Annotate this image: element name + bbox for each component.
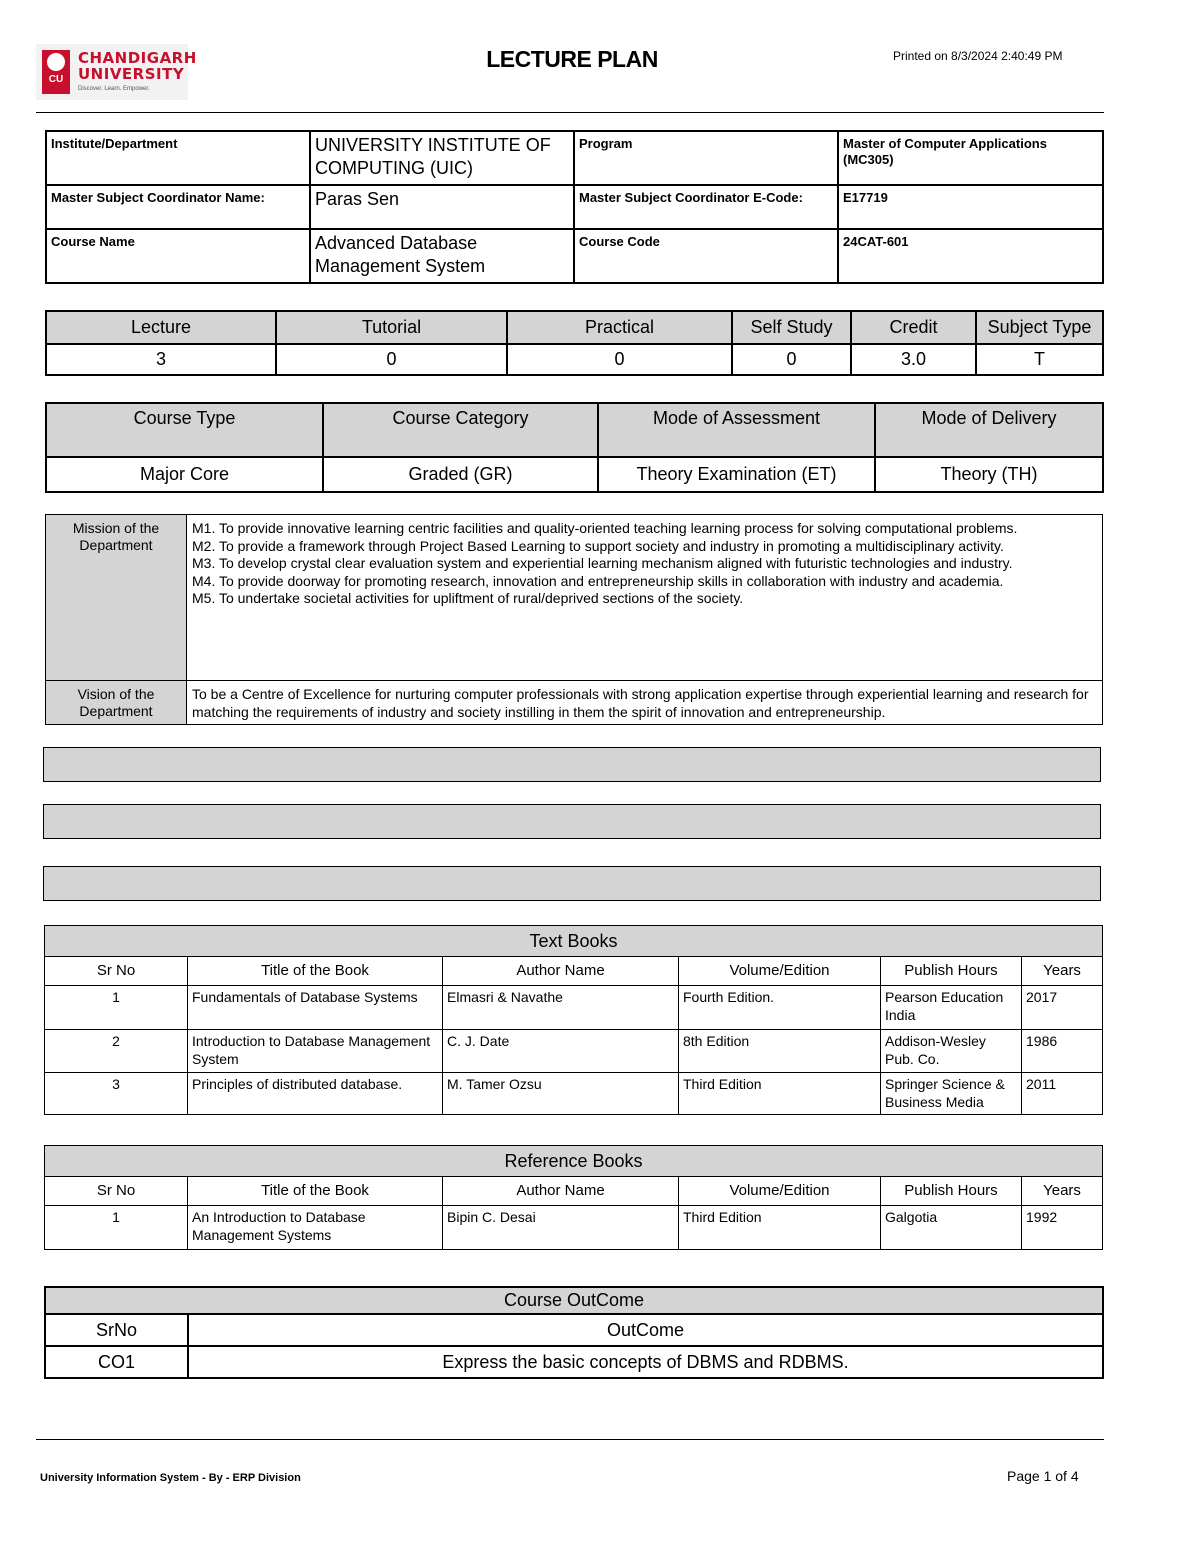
empty-section-bar [43, 747, 1101, 782]
header-divider [36, 112, 1104, 113]
table-row [45, 1073, 1103, 1115]
cell-edition: Third Edition [679, 1073, 881, 1115]
cell-outcome-id: CO1 [45, 1346, 188, 1378]
institute-value: UNIVERSITY INSTITUTE OF COMPUTING (UIC) [310, 131, 574, 185]
course-type-value: Theory Examination (ET) [598, 457, 875, 492]
cell-sr-no: 2 [45, 1030, 188, 1073]
column-header: Years [1022, 1177, 1103, 1206]
page-number: Page 1 of 4 [1007, 1468, 1079, 1484]
mission-vision-table [45, 514, 1103, 725]
page-title: LECTURE PLAN [486, 46, 658, 72]
column-header: Author Name [443, 957, 679, 986]
cell-sr-no: 3 [45, 1073, 188, 1115]
cell-edition: Third Edition [679, 1206, 881, 1250]
printed-timestamp: Printed on 8/3/2024 2:40:49 PM [893, 49, 1063, 63]
reference-books-caption: Reference Books [45, 1146, 1103, 1177]
cell-year: 1992 [1022, 1206, 1103, 1250]
course-type-value: Theory (TH) [875, 457, 1103, 492]
ltp-header: Practical [507, 311, 732, 344]
cell-sr-no: 1 [45, 1206, 188, 1250]
cell-year: 2011 [1022, 1073, 1103, 1115]
course-type-header: Mode of Assessment [598, 403, 875, 457]
ltp-header: Tutorial [276, 311, 507, 344]
column-header: Author Name [443, 1177, 679, 1206]
footer-system-name: University Information System - By - ERP Division [40, 1472, 301, 1484]
ecode-label: Master Subject Coordinator E-Code: [574, 185, 838, 229]
course-name-label: Course Name [46, 229, 310, 283]
column-header: SrNo [45, 1314, 188, 1346]
cell-publisher: Galgotia [881, 1206, 1022, 1250]
ltp-value: 3 [46, 344, 276, 375]
logo-line-1: CHANDIGARH [78, 49, 197, 67]
cell-edition: 8th Edition [679, 1030, 881, 1073]
course-type-value: Graded (GR) [323, 457, 598, 492]
course-type-value: Major Core [46, 457, 323, 492]
coordinator-value: Paras Sen [310, 185, 574, 229]
ltp-value: 0 [276, 344, 507, 375]
cell-title: Fundamentals of Database Systems [188, 986, 443, 1030]
column-header: Volume/Edition [679, 957, 881, 986]
table-row [45, 1206, 1103, 1250]
course-code-label: Course Code [574, 229, 838, 283]
footer-divider [36, 1439, 1104, 1440]
mission-item: M1. To provide innovative learning centric facilities and quality-oriented teaching learning process for solving computational problems. [192, 520, 1018, 536]
ltp-value: T [976, 344, 1103, 375]
ltp-header: Subject Type [976, 311, 1103, 344]
column-header: OutCome [188, 1314, 1103, 1346]
coordinator-label: Master Subject Coordinator Name: [46, 185, 310, 229]
cell-author: M. Tamer Ozsu [443, 1073, 679, 1115]
ltp-header: Credit [851, 311, 976, 344]
ltp-value: 0 [732, 344, 851, 375]
cell-year: 2017 [1022, 986, 1103, 1030]
ltp-value: 0 [507, 344, 732, 375]
program-value: Master of Computer Applications (MC305) [838, 131, 1103, 185]
cell-publisher: Springer Science & Business Media [881, 1073, 1022, 1115]
course-outcome-table [44, 1286, 1104, 1379]
cell-author: Bipin C. Desai [443, 1206, 679, 1250]
cell-title: Principles of distributed database. [188, 1073, 443, 1115]
column-header: Title of the Book [188, 1177, 443, 1206]
table-row [45, 986, 1103, 1030]
column-header: Sr No [45, 1177, 188, 1206]
cell-publisher: Pearson Education India [881, 986, 1022, 1030]
vision-label: Vision of the Department [46, 681, 187, 725]
cell-author: Elmasri & Navathe [443, 986, 679, 1030]
cell-title: Introduction to Database Management System [188, 1030, 443, 1073]
mission-item: M5. To undertake societal activities for upliftment of rural/deprived sections of the society. [192, 590, 744, 607]
course-type-header: Course Category [323, 403, 598, 457]
course-type-header: Mode of Delivery [875, 403, 1103, 457]
column-header: Years [1022, 957, 1103, 986]
column-header: Publish Hours [881, 1177, 1022, 1206]
mission-item: M4. To provide doorway for promoting research, innovation and entrepreneurship skills in collaboration with industry and academia. [192, 572, 1004, 589]
course-type-header: Course Type [46, 403, 323, 457]
mission-label: Mission of the Department [46, 515, 187, 681]
mission-item: M3. To develop crystal clear evaluation system and experiential learning mechanism aligned with futuristic technologies and industry. [192, 555, 1013, 572]
course-outcome-caption: Course OutCome [45, 1287, 1103, 1314]
crest-icon: CU [42, 50, 70, 94]
table-row [45, 1030, 1103, 1073]
reference-books-table [44, 1145, 1103, 1250]
text-books-caption: Text Books [45, 926, 1103, 957]
cell-sr-no: 1 [45, 986, 188, 1030]
cell-edition: Fourth Edition. [679, 986, 881, 1030]
cell-outcome-text: Express the basic concepts of DBMS and RDBMS. [188, 1346, 1103, 1378]
cell-title: An Introduction to Database Management Systems [188, 1206, 443, 1250]
course-name-value: Advanced Database Management System [310, 229, 574, 283]
ltp-value: 3.0 [851, 344, 976, 375]
mission-text [187, 515, 1103, 681]
cell-publisher: Addison-Wesley Pub. Co. [881, 1030, 1022, 1073]
column-header: Title of the Book [188, 957, 443, 986]
vision-text: To be a Centre of Excellence for nurturing computer professionals with strong application expertise through experiential learning and research for matching the requirements of industry and society instilling in them the spirit of innovation and entrepreneurship. [187, 681, 1103, 725]
empty-section-bar [43, 866, 1101, 901]
institute-label: Institute/Department [46, 131, 310, 185]
ltp-header: Self Study [732, 311, 851, 344]
column-header: Publish Hours [881, 957, 1022, 986]
table-row [45, 1346, 1103, 1378]
text-books-table [44, 925, 1103, 1115]
ecode-value: E17719 [838, 185, 1103, 229]
cell-author: C. J. Date [443, 1030, 679, 1073]
course-code-value: 24CAT-601 [838, 229, 1103, 283]
credit-structure-table [45, 310, 1104, 376]
column-header: Volume/Edition [679, 1177, 881, 1206]
empty-section-bar [43, 804, 1101, 839]
course-info-table [45, 130, 1104, 284]
program-label: Program [574, 131, 838, 185]
logo-line-2: UNIVERSITY [78, 65, 185, 83]
logo-tagline: Discover. Learn. Empower. [78, 86, 150, 92]
cell-year: 1986 [1022, 1030, 1103, 1073]
course-type-table [45, 402, 1104, 493]
ltp-header: Lecture [46, 311, 276, 344]
column-header: Sr No [45, 957, 188, 986]
mission-item: M2. To provide a framework through Project Based Learning to support society and industry in promoting a multidisciplinary activity. [192, 537, 1004, 554]
